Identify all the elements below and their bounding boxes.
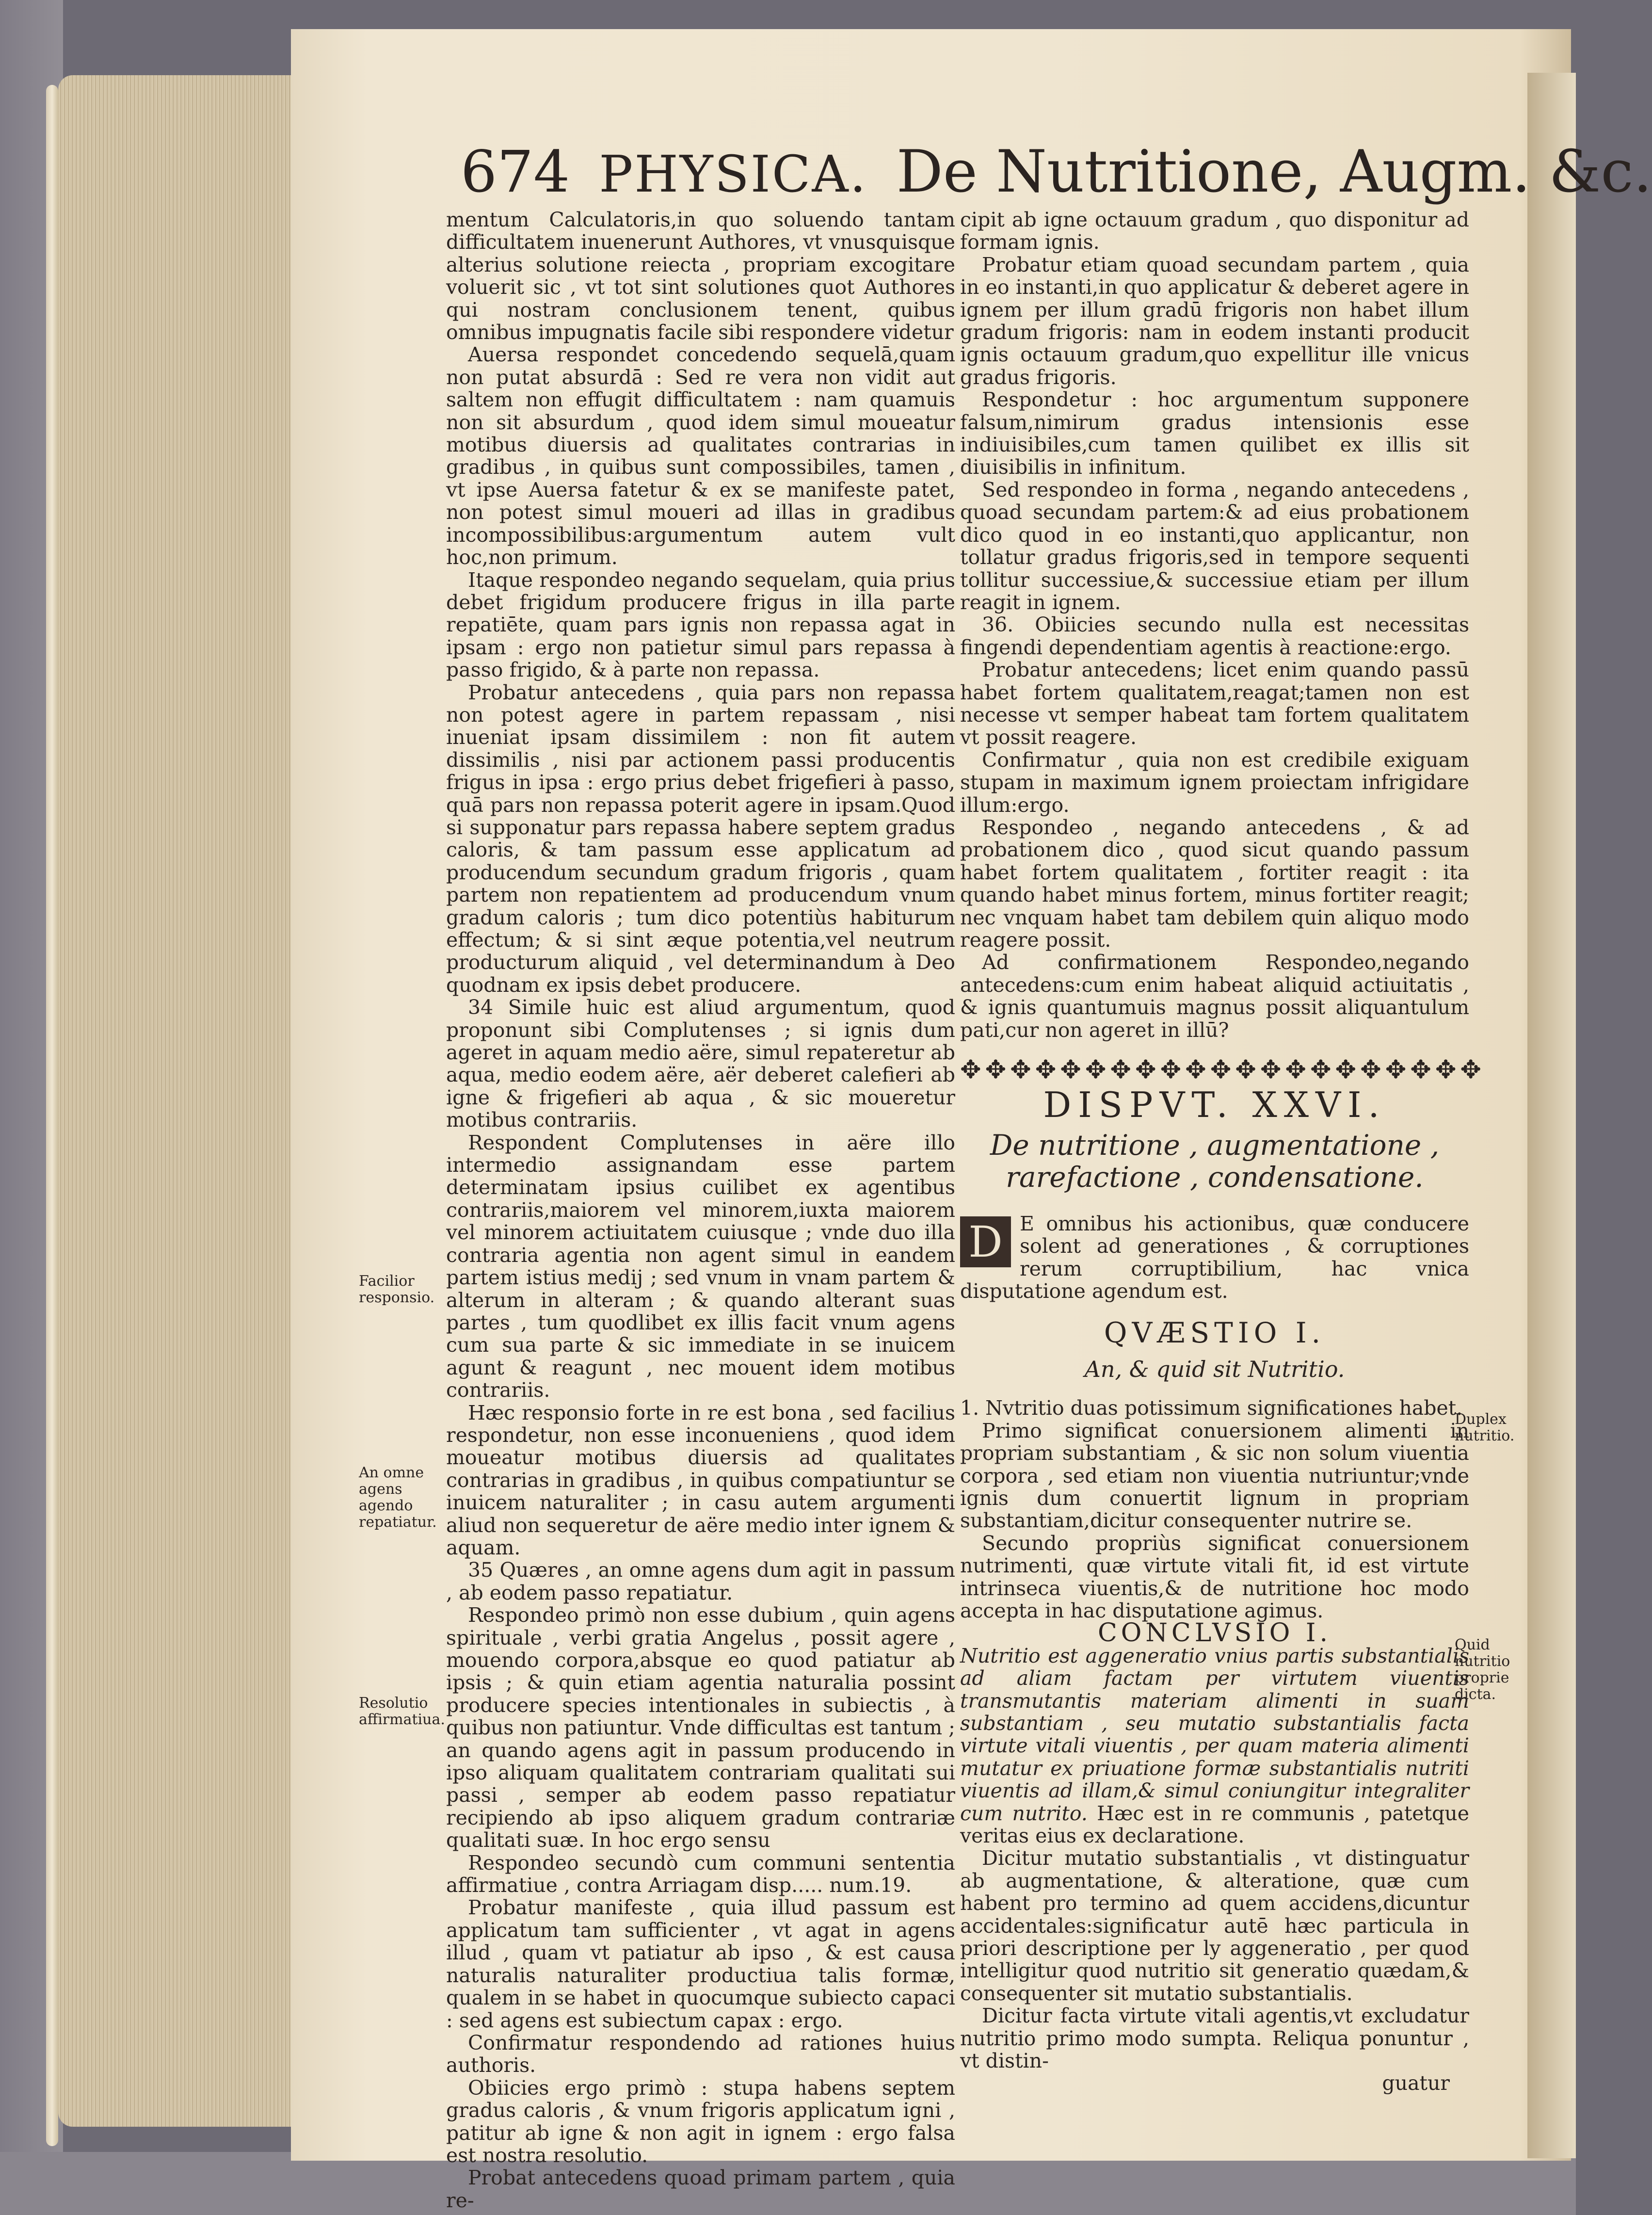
intro-text: E omnibus his actionibus, quæ conducere solent ad generationes , & corruptiones rerum corruptibilium, hac vnica disputatione agendum est. <box>960 1212 1469 1303</box>
disputation-subtitle: De nutritione , augmentatione , rarefactione , condensatione. <box>990 1128 1440 1194</box>
paragraph: Confirmatur respondendo ad rationes huius authoris. <box>446 2031 955 2077</box>
marginal-note: An omne agens agendo repatiatur. <box>359 1464 437 1531</box>
header-section: PHYSICA. <box>599 145 867 204</box>
paragraph: Auersa respondet concedendo sequelā,quam non putat absurdā : Sed re vera non vidit aut saltem non effugit difficultatem : nam quamuis non sit absurdum , quod idem simul moueatur motibus diuersis ad qualitates contrarias in gradibus , in quibus sunt compossibiles, tamen , vt ipse Auersa fatetur & ex se manifeste patet, non potest simul moueri ad illas in gradibus incompossibilibus:argumentum autem vult hoc,non primum. <box>446 343 955 569</box>
paragraph: Confirmatur , quia non est credibile exiguam stupam in maximum ignem proiectam infrigidare illum:ergo. <box>960 748 1469 817</box>
paragraph: Ad confirmationem Respondeo,negando antecedens:cum enim habeat aliquid actiuitatis , & ignis quantumuis magnus possit aliquantulum pati,cur non ageret in illū? <box>960 951 1469 1042</box>
paragraph: 36. Obiicies secundo nulla est necessitas fingendi dependentiam agentis à reactione:ergo. <box>960 613 1469 659</box>
marginal-note: Resolutio affirmatiua. <box>359 1695 445 1728</box>
conclusio-text-after: Hæc est in re communis , patetque veritas eius ex declaratione. <box>960 1801 1469 1847</box>
intro-paragraph <box>960 1213 1469 1303</box>
quaestio-title: QVÆSTIO I. <box>1104 1316 1326 1350</box>
conclusio-title: CONCLVSIO I. <box>1097 1618 1331 1648</box>
left-column <box>446 209 955 2212</box>
paragraph: Probatur antecedens , quia pars non repassa non potest agere in partem repassam , nisi inueniat ipsam dissimilem : non fit autem dissimilis , nisi par actionem passi producentis frigus in ipsa : ergo prius debet frigefieri à passo, quā pars non repassa poterit agere in ipsam.Quod si supponatur pars repassa habere septem gradus caloris, & tam passum esse applicatum ad producendum secundum gradum frigoris , quam partem non repatientem ad producendum vnum gradum caloris ; tum dico potentiùs habiturum effectum; & si sint æque potentia,vel neutrum producturum aliquid , vel determinandum à Deo quodnam ex ipsis debet producere. <box>446 680 955 997</box>
ornament-band: ✥✥✥✥✥✥✥✥✥✥✥✥✥✥✥✥✥✥✥✥✥ <box>960 1055 1485 1085</box>
paragraph: 1. Nvtritio duas potissimum significationes habet. <box>960 1396 1463 1420</box>
paragraph: Primo significat conuersionem alimenti in propriam substantiam , & sic non solum viuentia corpora , sed etiam non viuentia nutriuntur;vnde ignis dum conuertit lignum in propriam substantiam,dicitur consequenter nutrire se. <box>960 1419 1469 1533</box>
book-spine <box>46 85 58 2146</box>
paragraph: Respondeo secundò cum communi sententia affirmatiue , contra Arriagam disp..... num.19. <box>446 1851 955 1897</box>
paragraph: Itaque respondeo negando sequelam, quia prius debet frigidum producere frigus in illa parte repatiēte, quam pars ignis non repassa agat in ipsam : ergo non patietur simul pars repassa à passo frigido, & à parte non repassa. <box>446 568 955 682</box>
running-header <box>461 138 1652 211</box>
header-title: De Nutritione, Augm. &c. <box>896 138 1652 206</box>
paragraph: Obiicies ergo primò : stupa habens septem gradus caloris , & vnum frigoris applicatum igni , patitur ab igne & non agit in ignem : ergo falsa est nostra resolutio. <box>446 2076 955 2167</box>
paragraph: Respondetur : hoc argumentum supponere falsum,nimirum gradus intensionis esse indiuisibiles,cum tamen quilibet ex illis sit diuisibilis in infinitum. <box>960 388 1469 479</box>
paragraph: mentum Calculatoris,in quo soluendo tantam difficultatem inuenerunt Authores, vt vnusquisque alterius solutione reiecta , propriam excogitare voluerit sic , vt tot sint solutiones quot Authores qui nostram conclusionem tenent, quibus omnibus impugnatis facile sibi respondere videtur <box>446 208 955 344</box>
paragraph: Dicitur facta virtute vitali agentis,vt excludatur nutritio primo modo sumpta. Reliqua ponuntur , vt distin- <box>960 2004 1469 2073</box>
paragraph: Probatur antecedens; licet enim quando passū habet fortem qualitatem,reagat;tamen non est necesse vt semper habeat tam fortem qualitatem vt possit reagere. <box>960 658 1469 749</box>
marginal-note: Facilior responsio. <box>359 1273 435 1306</box>
paragraph: Respondeo primò non esse dubium , quin agens spirituale , verbi gratia Angelus , possit agere , mouendo corpora,absque eo quod patiatur ab ipsis ; & quin etiam agentia naturalia possint producere species intentionales in subiectis , à quibus non patiuntur. Vnde difficultas est tantum ; an quando agens agit in passum producendo in ipso aliquam qualitatem contrariam qualitati sui passi , semper ab eodem passo repatiatur recipiendo ab ipso aliquem gradum contrariæ qualitati suæ. In hoc ergo sensu <box>446 1603 955 1852</box>
next-page-edge <box>1527 73 1576 2158</box>
paragraph: Secundo propriùs significat conuersionem nutrimenti, quæ virtute vitali fit, id est virtute intrinseca viuentis,& de nutritione hoc modo accepta in hac disputatione agimus. <box>960 1531 1469 1622</box>
paragraph: Respondeo , negando antecedens , & ad probationem dico , quod sicut quando passum habet fortem qualitatem , fortiter reagit : ita quando habet minus fortem, minus fortiter reagit; nec vnquam habet tam debilem quin aliquo modo reagere possit. <box>960 815 1469 952</box>
conclusio-paragraph <box>960 1645 1469 1847</box>
marginal-note: Quid nutritio proprie dicta. <box>1455 1636 1510 1703</box>
paragraph: Dicitur mutatio substantialis , vt distinguatur ab augmentatione, & alteratione, quæ cum habent pro termino ad quem accidens,dicuntur accidentales:significatur autē hæc particula in priori descriptione per ly aggeneratio , per quod intelligitur quod nutritio sit generatio quædam,& consequenter sit mutatio substantialis. <box>960 1846 1469 2005</box>
paragraph: 34 Simile huic est aliud argumentum, quod proponunt sibi Complutenses ; si ignis dum ageret in aquam medio aëre, simul repateretur ab aqua, medio eodem aëre, aër deberet calefieri ab igne & frigefieri ab aqua , & sic moueretur motibus contrariis. <box>446 996 955 1132</box>
paragraph: Probatur manifeste , quia illud passum est applicatum tam sufficienter , vt agat in agens illud , quam vt patiatur ab ipso , & est causa naturalis naturaliter productiua talis formæ, qualem in se habet in quocumque subiecto capaci : sed agens est subiectum capax : ergo. <box>446 1896 955 2032</box>
page-edges <box>58 75 310 2127</box>
catchword: guatur <box>1382 2071 1450 2095</box>
marginal-note: Duplex nutritio. <box>1455 1411 1515 1444</box>
page-number: 674 <box>461 138 570 205</box>
quaestio-subtitle: An, & quid sit Nutritio. <box>1084 1356 1345 1382</box>
paragraph: cipit ab igne octauum gradum , quo disponitur ad formam ignis. <box>960 208 1469 254</box>
conclusio-text: Nutritio est aggeneratio vnius partis substantialis ad aliam factam per virtutem viuentis transmutantis materiam alimenti in suam substantiam , seu mutatio substantialis facta virtute vitali viuentis , per quam materia alimenti mutatur ex priuatione formæ substantialis nutriti viuentis ad illam,& simul coniungitur integraliter cum nutrito. <box>960 1644 1469 1825</box>
paragraph: Sed respondeo in forma , negando antecedens , quoad secundam partem:& ad eius probationem dico quod in eo instanti,quo applicantur, non tollatur gradus frigoris,sed in tempore sequenti tollitur successiue,& successiue etiam per illum reagit in ignem. <box>960 478 1469 614</box>
paragraph: 35 Quæres , an omne agens dum agit in passum , ab eodem passo repatiatur. <box>446 1558 955 1604</box>
paragraph: Hæc responsio forte in re est bona , sed facilius respondetur, non esse inconueniens , quod idem moueatur motibus diuersis ad qualitates contrarias in gradibus , in quibus compatiuntur se inuicem naturaliter ; in casu autem argumenti aliud non sequeretur de aëre medio inter ignem & aquam. <box>446 1401 955 1559</box>
paragraph: Probat antecedens quoad primam partem , quia re- <box>446 2166 955 2212</box>
drop-capital: D <box>960 1216 1011 1267</box>
paragraph: Respondent Complutenses in aëre illo intermedio assignandam esse partem determinatam ipsius cuilibet ex agentibus contrariis,maiorem vel minorem,iuxta maiorem vel minorem actiuitatem cuiusque ; vnde duo illa contraria agentia non agent simul in eandem partem istius medij ; sed vnum in vnam partem & alterum in alteram ; & quando alterant suas partes , tum quodlibet ex illis facit vnum agens cum sua parte & sic immediate in se inuicem agunt & reagunt , nec mouent idem motibus contrariis. <box>446 1131 955 1402</box>
paragraph: Probatur etiam quoad secundam partem , quia in eo instanti,in quo applicatur & deberet agere in ignem per illum gradū frigoris non habet illum gradum frigoris: nam in eodem instanti producit ignis octauum gradum,quo expellitur ille vnicus gradus frigoris. <box>960 253 1469 389</box>
disputation-title: DISPVT. XXVI. <box>1043 1084 1386 1126</box>
